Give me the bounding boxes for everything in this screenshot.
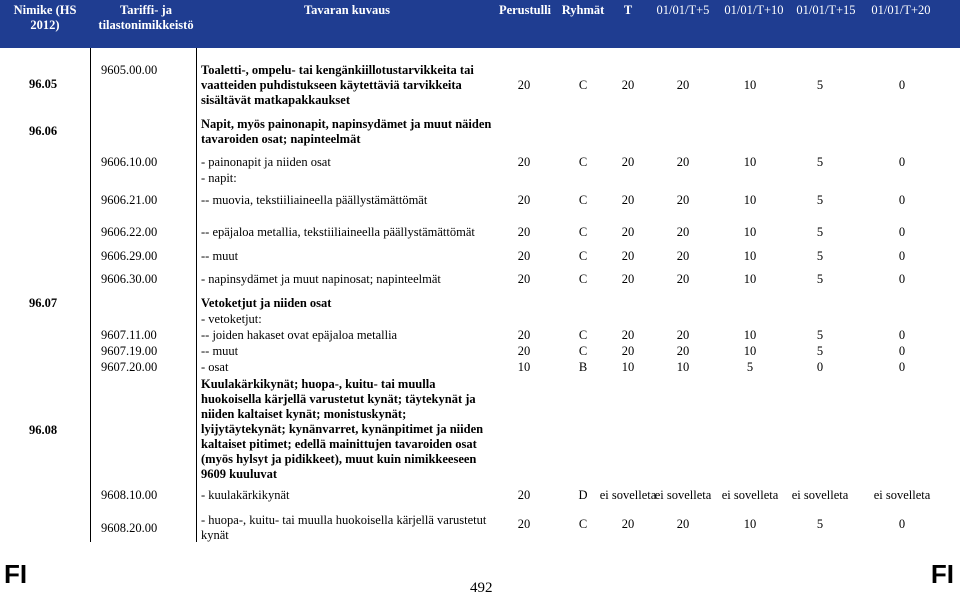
rate-value: 20 bbox=[676, 344, 690, 358]
tariff-code: 9608.10.00 bbox=[101, 488, 158, 502]
rate-value: 0 bbox=[898, 328, 906, 342]
rate-value: 20 bbox=[621, 328, 635, 342]
rate-value: 10 bbox=[743, 249, 757, 263]
description: Vetoketjut ja niiden osat bbox=[201, 296, 332, 310]
rate-value: 20 bbox=[517, 344, 531, 358]
description: - huopa-, kuitu- tai muulla huokoisella kärjellä varustetut kynät bbox=[201, 513, 487, 542]
tariff-code: 9606.21.00 bbox=[101, 193, 158, 207]
rate-value: 10 bbox=[743, 78, 757, 92]
rate-value: 0 bbox=[898, 193, 906, 207]
rate-value: 5 bbox=[816, 517, 824, 531]
rate-value: 20 bbox=[621, 78, 635, 92]
description: Kuulakärkikynät; huopa-, kuitu- tai muulla huokoisella kärjellä varustetut kynät; täytekynät ja niiden kaltaiset kynät; monistuskynät; lyijytäytekynät; kynänvarret, kynänpitimet ja niiden kaltaiset pitimet; edellä mainittujen tavaroiden osat (myös hylsyt ja pidikkeet), muut kuin nimikkeeseen 9609 kuuluvat bbox=[201, 377, 484, 481]
rate-value: 5 bbox=[746, 360, 754, 374]
rate-value: C bbox=[578, 193, 588, 207]
rate-value: ei sovelleta bbox=[721, 488, 779, 502]
description: -- joiden hakaset ovat epäjaloa metallia bbox=[201, 328, 398, 342]
rate-value: 10 bbox=[743, 517, 757, 531]
rate-value: 20 bbox=[621, 517, 635, 531]
rate-value: 20 bbox=[517, 78, 531, 92]
rate-value: 10 bbox=[676, 360, 690, 374]
header-ryhmat: Ryhmät bbox=[561, 3, 605, 17]
rate-value: ei sovelleta bbox=[654, 488, 712, 502]
rate-value: 5 bbox=[816, 225, 824, 239]
description: -- muut bbox=[201, 344, 239, 358]
rate-value: 5 bbox=[816, 272, 824, 286]
rate-value: 0 bbox=[898, 155, 906, 169]
rate-value: 5 bbox=[816, 344, 824, 358]
description: Toaletti-, ompelu- tai kengänkiillotustarvikkeita tai vaatteiden puhdistukseen käytettäviä tarvikkeita sisältävät matkapakkaukset bbox=[201, 63, 474, 107]
rate-value: 20 bbox=[676, 78, 690, 92]
hs-code: 96.07 bbox=[28, 296, 58, 310]
rate-value: 20 bbox=[517, 155, 531, 169]
description: - painonapit ja niiden osat bbox=[201, 155, 331, 169]
rate-value: 10 bbox=[743, 225, 757, 239]
rate-value: ei sovelleta bbox=[791, 488, 849, 502]
header-tariffi: Tariffi- ja tilastonimikkeistö bbox=[98, 3, 194, 32]
rate-value: 5 bbox=[816, 78, 824, 92]
table-header bbox=[0, 0, 960, 48]
rate-value: 0 bbox=[816, 360, 824, 374]
rate-value: C bbox=[578, 225, 588, 239]
rate-value: 10 bbox=[517, 360, 531, 374]
rate-value: C bbox=[578, 272, 588, 286]
tariff-code: 9606.30.00 bbox=[101, 272, 158, 286]
rate-value: 0 bbox=[898, 225, 906, 239]
rate-value: ei sovelleta bbox=[599, 488, 657, 502]
rate-value: 20 bbox=[676, 225, 690, 239]
rate-value: 5 bbox=[816, 193, 824, 207]
rate-value: 10 bbox=[743, 193, 757, 207]
hs-code: 96.05 bbox=[28, 77, 58, 91]
rate-value: 20 bbox=[676, 193, 690, 207]
rate-value: 20 bbox=[517, 249, 531, 263]
rate-value: 20 bbox=[517, 488, 531, 502]
column-divider bbox=[90, 48, 91, 542]
rate-value: 0 bbox=[898, 360, 906, 374]
rate-value: C bbox=[578, 344, 588, 358]
header-t5: 01/01/T+5 bbox=[656, 3, 710, 17]
header-t15: 01/01/T+15 bbox=[796, 3, 856, 17]
description: - vetoketjut: bbox=[201, 312, 262, 326]
rate-value: 5 bbox=[816, 249, 824, 263]
rate-value: 20 bbox=[621, 155, 635, 169]
rate-value: 20 bbox=[621, 193, 635, 207]
rate-value: 0 bbox=[898, 517, 906, 531]
hs-code: 96.08 bbox=[28, 423, 58, 437]
rate-value: 20 bbox=[621, 225, 635, 239]
tariff-code: 9608.20.00 bbox=[101, 521, 158, 535]
tariff-code: 9605.00.00 bbox=[101, 63, 158, 77]
rate-value: C bbox=[578, 517, 588, 531]
hs-code: 96.06 bbox=[28, 124, 58, 138]
description: - osat bbox=[201, 360, 229, 374]
rate-value: 20 bbox=[676, 272, 690, 286]
page-number: 492 bbox=[470, 580, 493, 596]
rate-value: 20 bbox=[517, 225, 531, 239]
header-nimike: Nimike (HS 2012) bbox=[13, 3, 77, 32]
tariff-code: 9606.22.00 bbox=[101, 225, 158, 239]
rate-value: 20 bbox=[676, 517, 690, 531]
rate-value: B bbox=[578, 360, 588, 374]
rate-value: 20 bbox=[621, 272, 635, 286]
rate-value: 0 bbox=[898, 249, 906, 263]
rate-value: D bbox=[578, 488, 588, 502]
rate-value: 10 bbox=[621, 360, 635, 374]
rate-value: ei sovelleta bbox=[873, 488, 931, 502]
rate-value: 10 bbox=[743, 272, 757, 286]
rate-value: 20 bbox=[621, 249, 635, 263]
rate-value: 20 bbox=[676, 249, 690, 263]
description: -- epäjaloa metallia, tekstiiliaineella päällystämättömät bbox=[201, 225, 475, 239]
rate-value: 20 bbox=[676, 155, 690, 169]
rate-value: 0 bbox=[898, 344, 906, 358]
description: -- muut bbox=[201, 249, 239, 263]
rate-value: C bbox=[578, 78, 588, 92]
header-t10: 01/01/T+10 bbox=[724, 3, 784, 17]
rate-value: 20 bbox=[517, 328, 531, 342]
column-divider bbox=[196, 48, 197, 542]
tariff-code: 9607.20.00 bbox=[101, 360, 158, 374]
rate-value: 10 bbox=[743, 328, 757, 342]
header-t: T bbox=[623, 3, 633, 17]
rate-value: 5 bbox=[816, 328, 824, 342]
header-kuvaus: Tavaran kuvaus bbox=[303, 3, 391, 17]
rate-value: 20 bbox=[517, 272, 531, 286]
rate-value: 0 bbox=[898, 78, 906, 92]
tariff-code: 9606.10.00 bbox=[101, 155, 158, 169]
footer-left-label: FI bbox=[4, 559, 28, 589]
rate-value: 20 bbox=[621, 344, 635, 358]
rate-value: 20 bbox=[517, 517, 531, 531]
rate-value: 20 bbox=[517, 193, 531, 207]
tariff-code: 9606.29.00 bbox=[101, 249, 158, 263]
description: - napinsydämet ja muut napinosat; napinteelmät bbox=[201, 272, 441, 286]
footer-right-label: FI bbox=[930, 559, 954, 589]
description-subheading: - napit: bbox=[201, 171, 237, 185]
rate-value: C bbox=[578, 328, 588, 342]
rate-value: C bbox=[578, 249, 588, 263]
header-perustulli: Perustulli bbox=[498, 3, 552, 17]
header-t20: 01/01/T+20 bbox=[871, 3, 931, 17]
rate-value: C bbox=[578, 155, 588, 169]
rate-value: 5 bbox=[816, 155, 824, 169]
rate-value: 10 bbox=[743, 344, 757, 358]
description: Napit, myös painonapit, napinsydämet ja muut näiden tavaroiden osat; napinteelmät bbox=[201, 117, 492, 146]
rate-value: 20 bbox=[676, 328, 690, 342]
tariff-code: 9607.19.00 bbox=[101, 344, 158, 358]
description: - kuulakärkikynät bbox=[201, 488, 290, 502]
description: -- muovia, tekstiiliaineella päällystämättömät bbox=[201, 193, 428, 207]
rate-value: 0 bbox=[898, 272, 906, 286]
tariff-code: 9607.11.00 bbox=[101, 328, 157, 342]
rate-value: 10 bbox=[743, 155, 757, 169]
